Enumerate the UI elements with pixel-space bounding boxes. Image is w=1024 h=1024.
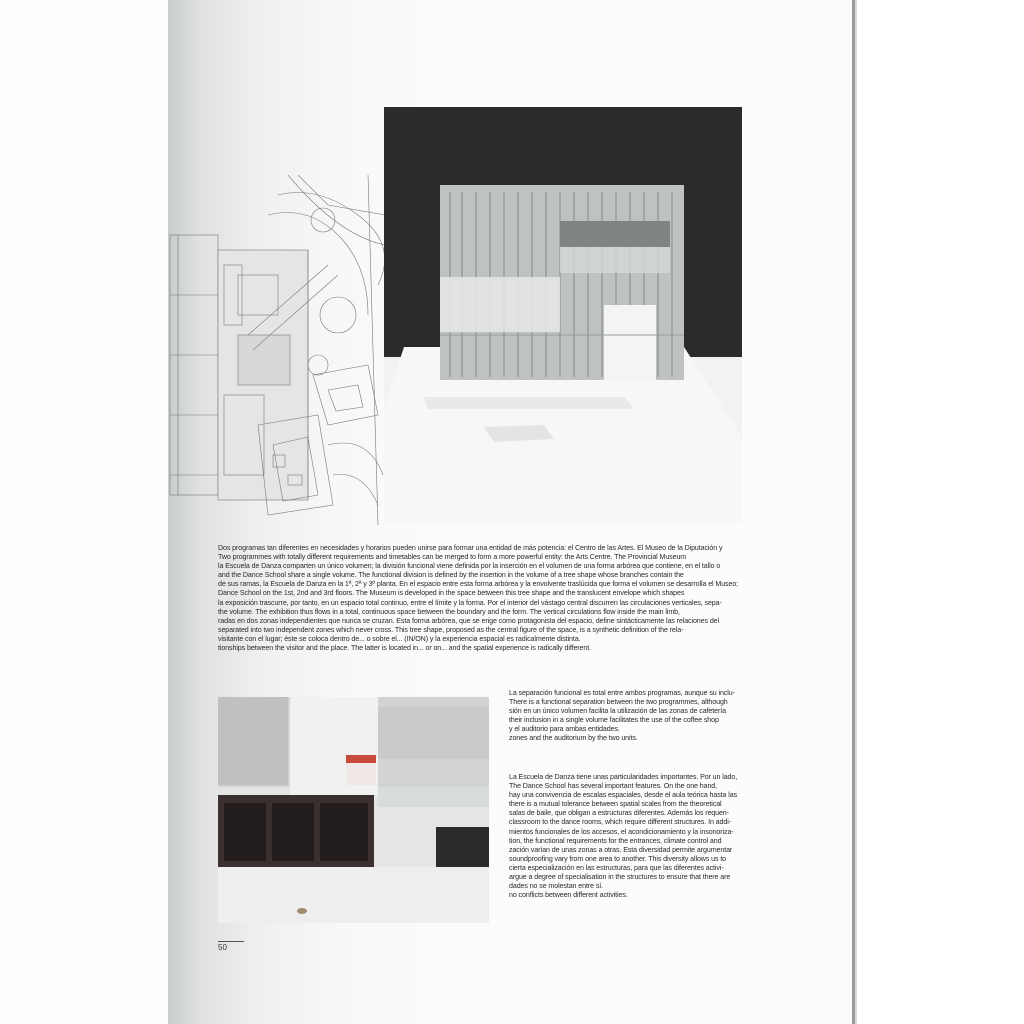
model-photo-svg	[384, 107, 742, 523]
page-number-rule	[218, 941, 244, 942]
model-photo	[384, 107, 742, 523]
column-paragraph-1: La separación funcional es total entre ambos programas, aunque su inclu- There is a functional separation between the two programmes, although sión en un único volumen facilita la utilización de las zonas de cafetería their inclusion in a single volume facilitates the use of the coffee shop y el auditorio para ambas entidades. zones and the auditorium by the two units.	[509, 689, 735, 743]
scan-margin-left	[0, 0, 168, 1024]
site-plan-svg	[168, 175, 385, 525]
scan-margin-right	[857, 0, 1024, 1024]
interior-photo	[218, 697, 489, 923]
main-paragraph: Dos programas tan diferentes en necesidades y horarios pueden unirse para formar una entidad de más potencia: el Centro de las Artes. El Museo de la Diputación y Two programmes with totally different requirements and timetables can be merged to form a more powerful entity: the Arts Centre. The Provincial Museum la Escuela de Danza comparten un único volumen; la división funcional viene definida por la inserción en el volumen de una forma arbórea que contiene, en el tallo o and the Dance School share a single volume. The functional division is defined by the insertion in the volume of a tree shape whose branches contain the de sus ramas, la Escuela de Danza en la 1ª, 2ª y 3ª planta. En el espacio entre esta forma arbórea y la envolvente traslúcida que forma el volumen se desarrolla el Museo; Dance School on the 1st, 2nd and 3rd floors. The Museum is developed in the space between this tree shape and the translucent envelope which shapes la exposición trascurre, por tanto, en un espacio total continuo, entre el límite y la forma. Por el interior del vástago central discurren las circulaciones verticales, sepa- the volume. The exhibition thus flows in a total, continuous space between the boundary and the form. The vertical circulations flow inside the main limb, radas en dos zonas independientes que nunca se cruzan. Esta forma arbórea, que se erige como protagonista del espacio, define sintácticamente las relaciones del separated into two independent zones which never cross. This tree shape, proposed as the central figure of the space, is a synthetic definition of the rela- visitante con el lugar; éste se coloca dentro de... o sobre el... (IN/ON) y la experiencia espacial es radicalmente distinta. tionships between the visitor and the place. The latter is located in... or on... and the spatial experience is radically different.	[218, 544, 739, 653]
column-paragraph-2: La Escuela de Danza tiene unas particularidades importantes. Por un lado, The Dance School has several important features. On the one hand, hay una convivencia de escalas espaciales, desde el aula teórica hasta las there is a mutual tolerance between spatial scales from the theoretical salas de baile, que obligan a estructuras diferentes. Además los requeri- classroom to the dance rooms, which require different structures. In addi- mientos funcionales de los accesos, el acondicionamiento y la insonoriza- tion, the functional requirements for the entrances, climate control and zación varían de unas zonas a otras. Esta diversidad permite argumentar soundproofing vary from one area to another. This diversity allows us to cierta especialización en las estructuras, para que las diferentes activi- argue a degree of specialisation in the structures to ensure that there are dades no se molestan entre sí. no conflicts between different activities.	[509, 773, 738, 900]
page-number: 50	[218, 943, 227, 952]
interior-photo-svg	[218, 697, 489, 923]
site-plan-drawing	[168, 175, 385, 525]
